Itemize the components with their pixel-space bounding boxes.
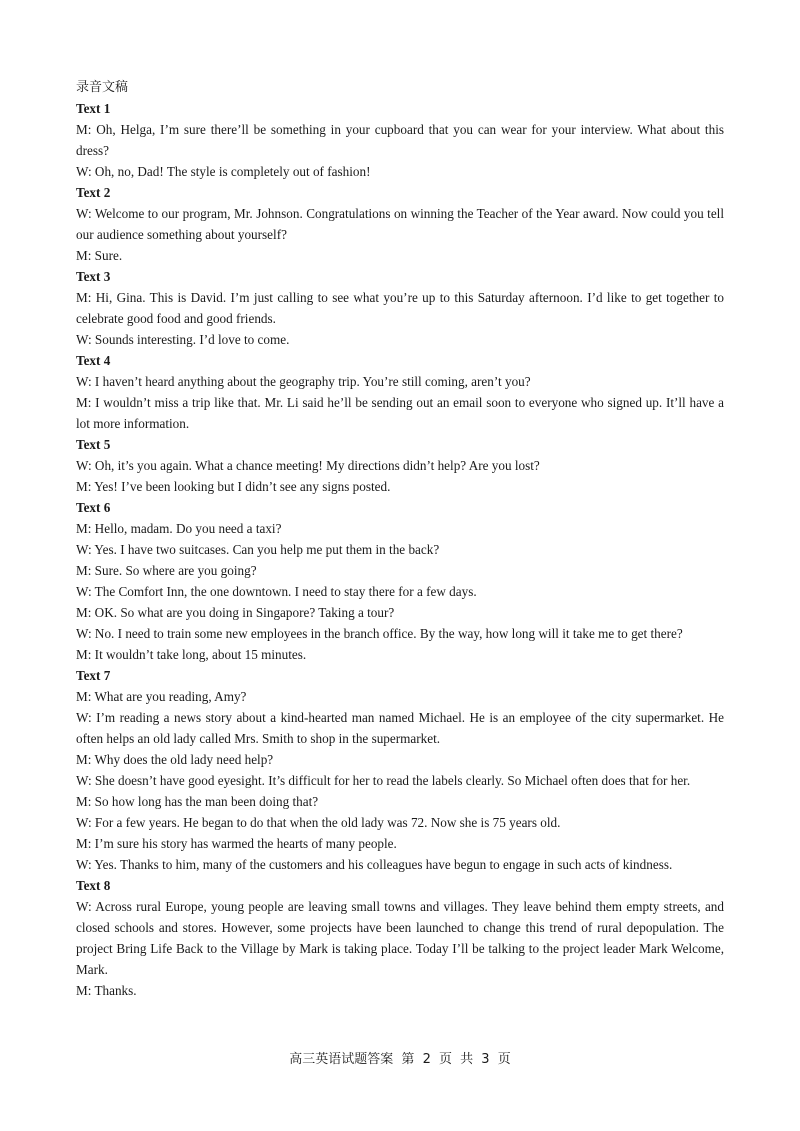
dialogue-line: W: For a few years. He began to do that when the old lady was 72. Now she is 75 years old.: [76, 815, 561, 830]
dialogue-line: M: Why does the old lady need help?: [76, 752, 274, 767]
section-heading: Text 7: [76, 668, 111, 683]
dialogue-line: M: Hello, madam. Do you need a taxi?: [76, 521, 282, 536]
transcript-body: [76, 77, 724, 1001]
footer-total-pages: 3: [481, 1052, 490, 1067]
dialogue-line: M: What are you reading, Amy?: [76, 689, 247, 704]
footer-page-prefix: 第: [401, 1052, 415, 1067]
dialogue-line: W: Across rural Europe, young people are leaving small towns and villages. They leave behind them empty streets, and closed schools and stores. However, some projects have been launched to change this trend of rural depopulation. The project Bring Life Back to the Village by Mark is taking place. Today I’ll be talking to the project leader Mark Welcome, Mark.: [76, 899, 724, 977]
page-footer: [0, 1048, 800, 1067]
dialogue-line: M: I wouldn’t miss a trip like that. Mr. Li said he’ll be sending out an email soon to everyone who signed up. It’ll have a lot more information.: [76, 395, 724, 431]
footer-total-prefix: 共: [460, 1052, 474, 1067]
section-text-4: [76, 350, 724, 434]
dialogue-line: M: I’m sure his story has warmed the hearts of many people.: [76, 836, 397, 851]
section-text-8: [76, 875, 724, 1001]
section-heading: Text 3: [76, 269, 111, 284]
section-text-5: [76, 434, 724, 497]
section-text-6: [76, 497, 724, 665]
footer-subject: 高三英语试题答案: [289, 1052, 394, 1067]
section-heading: Text 1: [76, 101, 111, 116]
section-text-7: [76, 665, 724, 875]
dialogue-line: W: Oh, no, Dad! The style is completely out of fashion!: [76, 164, 371, 179]
footer-page-unit: 页: [438, 1052, 452, 1067]
section-heading: Text 2: [76, 185, 111, 200]
section-heading: Text 4: [76, 353, 111, 368]
section-heading: Text 6: [76, 500, 111, 515]
dialogue-line: M: So how long has the man been doing that?: [76, 794, 319, 809]
dialogue-line: W: I haven’t heard anything about the geography trip. You’re still coming, aren’t you?: [76, 374, 531, 389]
dialogue-line: W: Oh, it’s you again. What a chance meeting! My directions didn’t help? Are you lost?: [76, 458, 540, 473]
dialogue-line: M: Hi, Gina. This is David. I’m just calling to see what you’re up to this Saturday afternoon. I’d like to get together to celebrate good food and good friends.: [76, 290, 724, 326]
dialogue-line: M: It wouldn’t take long, about 15 minutes.: [76, 647, 307, 662]
dialogue-line: M: Sure. So where are you going?: [76, 563, 257, 578]
dialogue-line: M: Thanks.: [76, 983, 137, 998]
section-text-2: [76, 182, 724, 266]
dialogue-line: M: OK. So what are you doing in Singapore? Taking a tour?: [76, 605, 395, 620]
dialogue-line: W: Yes. Thanks to him, many of the customers and his colleagues have begun to engage in such acts of kindness.: [76, 857, 673, 872]
dialogue-line: M: Yes! I’ve been looking but I didn’t see any signs posted.: [76, 479, 391, 494]
document-title: 录音文稿: [76, 80, 129, 95]
dialogue-line: M: Sure.: [76, 248, 123, 263]
dialogue-line: W: Yes. I have two suitcases. Can you help me put them in the back?: [76, 542, 440, 557]
dialogue-line: W: I’m reading a news story about a kind-hearted man named Michael. He is an employee of the city supermarket. He often helps an old lady called Mrs. Smith to shop in the supermarket.: [76, 710, 724, 746]
section-heading: Text 5: [76, 437, 111, 452]
dialogue-line: W: Sounds interesting. I’d love to come.: [76, 332, 290, 347]
dialogue-line: W: No. I need to train some new employees in the branch office. By the way, how long will it take me to get there?: [76, 626, 683, 641]
section-text-1: [76, 98, 724, 182]
dialogue-line: W: She doesn’t have good eyesight. It’s difficult for her to read the labels clearly. So Michael often does that for her.: [76, 773, 691, 788]
dialogue-line: M: Oh, Helga, I’m sure there’ll be something in your cupboard that you can wear for your interview. What about this dress?: [76, 122, 724, 158]
dialogue-line: W: The Comfort Inn, the one downtown. I need to stay there for a few days.: [76, 584, 477, 599]
section-text-3: [76, 266, 724, 350]
footer-total-unit: 页: [497, 1052, 511, 1067]
footer-page-number: 2: [422, 1052, 431, 1067]
section-heading: Text 8: [76, 878, 111, 893]
dialogue-line: W: Welcome to our program, Mr. Johnson. Congratulations on winning the Teacher of the Year award. Now could you tell our audience something about yourself?: [76, 206, 724, 242]
